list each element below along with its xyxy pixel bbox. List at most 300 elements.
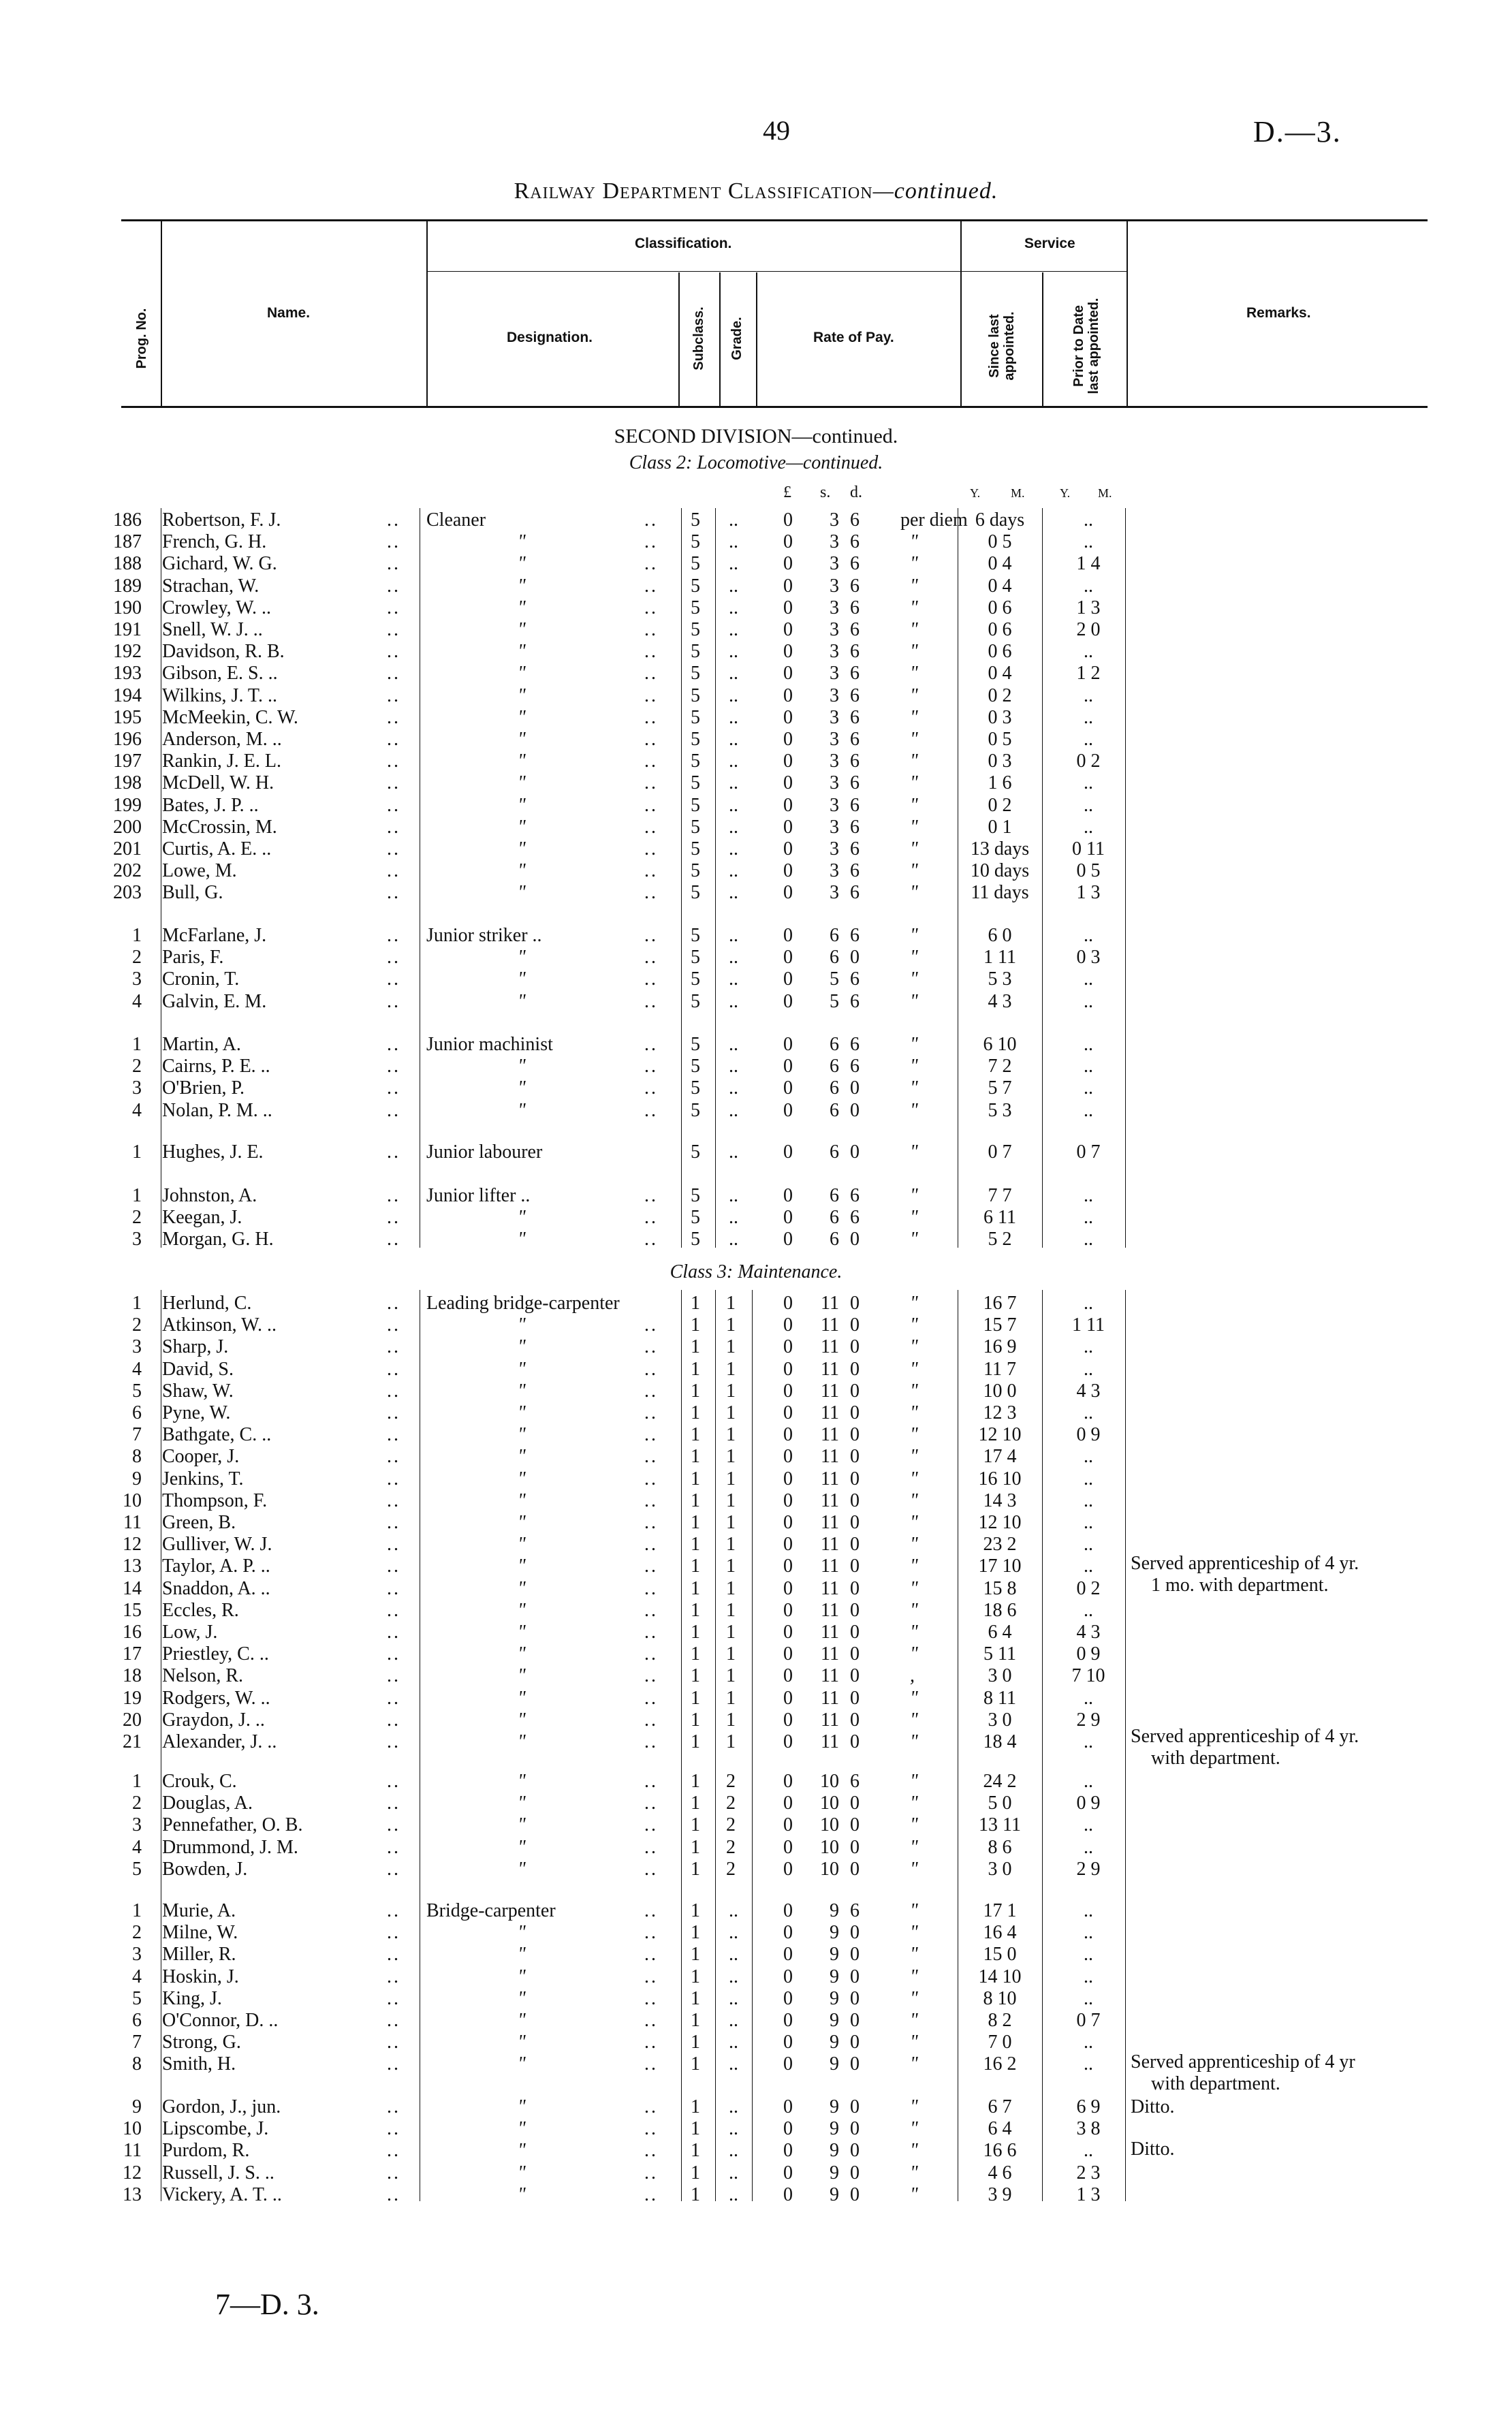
cell-grade: 1 (726, 1665, 736, 1687)
cell-designation: " (518, 1622, 526, 1643)
cell-pay-unit: " (910, 1468, 918, 1489)
cell-prog-no: 10 (123, 1489, 142, 1511)
cell-pay-pence: 0 (850, 1446, 860, 1468)
cell-designation: " (518, 663, 526, 684)
cell-prog-no: 13 (123, 1556, 142, 1577)
cell-grade: .. (729, 990, 738, 1012)
cell-name: Bates, J. P. .. (162, 794, 259, 816)
leader-dots: .. (387, 1966, 400, 1987)
cell-pay-unit: " (910, 531, 918, 553)
cell-pay-unit: " (910, 1034, 918, 1055)
cell-grade: .. (729, 816, 738, 838)
cell-subclass: 5 (691, 968, 700, 990)
cell-subclass: 1 (691, 1293, 700, 1314)
cell-grade: 1 (726, 1599, 736, 1621)
cell-grade: 1 (726, 1336, 736, 1358)
cell-name: Johnston, A. (162, 1185, 257, 1206)
table-row (0, 2010, 1512, 2032)
cell-service-since-last: 11 7 (983, 1358, 1016, 1380)
leader-dots: .. (387, 1034, 400, 1055)
table-row (0, 1622, 1512, 1643)
cell-service-since-last: 6 days (975, 509, 1025, 531)
cell-pay-unit: " (910, 2096, 918, 2117)
cell-prog-no: 2 (132, 1922, 142, 1944)
cell-pay-shillings: 11 (821, 1577, 839, 1599)
cell-service-prior: .. (1084, 1446, 1093, 1468)
cell-grade: .. (729, 1229, 738, 1250)
table-row (0, 1490, 1512, 1512)
cell-subclass: 5 (691, 794, 700, 816)
cell-designation: " (518, 1534, 526, 1556)
cell-subclass: 5 (691, 838, 700, 859)
cell-pay-pounds: 0 (783, 990, 793, 1012)
cell-pay-unit: " (910, 1424, 918, 1446)
cell-subclass: 1 (691, 1771, 700, 1792)
cell-designation: " (518, 1489, 526, 1511)
cell-name: Drummond, J. M. (162, 1836, 298, 1858)
cell-name: Douglas, A. (162, 1793, 253, 1814)
cell-name: Strachan, W. (162, 575, 259, 597)
cell-service-since-last: 0 3 (988, 751, 1012, 772)
cell-pay-pounds: 0 (783, 1622, 793, 1643)
leader-dots: .. (387, 2140, 400, 2162)
cell-pay-shillings: 3 (830, 729, 839, 750)
cell-pay-shillings: 6 (830, 1141, 839, 1163)
leader-dots: .. (387, 619, 400, 640)
cell-prog-no: 2 (132, 1207, 142, 1229)
leader-dots: .. (387, 1141, 400, 1163)
cell-name: Robertson, F. J. (162, 509, 281, 531)
table-row (0, 968, 1512, 990)
cell-pay-pence: 0 (850, 2053, 860, 2075)
cell-service-since-last: 15 8 (983, 1577, 1017, 1599)
cell-pay-pounds: 0 (783, 1207, 793, 1229)
cell-pay-shillings: 11 (821, 1512, 839, 1533)
leader-dots: .. (644, 597, 658, 618)
cell-pay-pence: 0 (850, 1836, 860, 1858)
cell-designation: " (518, 1814, 526, 1836)
cell-service-prior: 1 4 (1076, 553, 1101, 575)
cell-service-since-last: 16 4 (983, 1922, 1017, 1944)
cell-grade: .. (729, 575, 738, 597)
leader-dots: .. (387, 1380, 400, 1402)
cell-pay-pounds: 0 (783, 1402, 793, 1423)
cell-pay-pounds: 0 (783, 1358, 793, 1380)
table-row (0, 2184, 1512, 2206)
table-row (0, 1314, 1512, 1336)
cell-name: McMeekin, C. W. (162, 706, 298, 728)
cell-pay-unit: " (910, 1858, 918, 1880)
leader-dots: .. (387, 1293, 400, 1314)
cell-pay-pence: 0 (850, 947, 860, 968)
cell-subclass: 1 (691, 1966, 700, 1987)
cell-prog-no: 6 (132, 2010, 142, 2031)
cell-prog-no: 8 (132, 1446, 142, 1468)
cell-designation: " (518, 1380, 526, 1402)
leader-dots: .. (387, 968, 400, 990)
cell-service-prior: .. (1084, 1185, 1093, 1206)
cell-service-prior: 0 3 (1076, 947, 1101, 968)
unit-pounds: £ (783, 484, 791, 501)
leader-dots: .. (644, 2010, 658, 2031)
cell-prog-no: 2 (132, 947, 142, 968)
cell-subclass: 1 (691, 1577, 700, 1599)
cell-pay-pounds: 0 (783, 1900, 793, 1921)
cell-pay-shillings: 6 (830, 925, 839, 946)
cell-service-prior: 0 9 (1076, 1424, 1101, 1446)
cell-grade: .. (729, 553, 738, 575)
leader-dots: .. (644, 1534, 658, 1556)
cell-pay-unit: " (910, 1687, 918, 1709)
cell-pay-pounds: 0 (783, 1446, 793, 1468)
cell-grade: .. (729, 794, 738, 816)
cell-service-prior: 1 2 (1076, 663, 1101, 684)
cell-name: McCrossin, M. (162, 816, 277, 838)
table-row (0, 1381, 1512, 1402)
table-row (0, 619, 1512, 641)
cell-pay-pence: 0 (850, 1687, 860, 1709)
leader-dots: .. (387, 925, 400, 946)
cell-name: Gibson, E. S. .. (162, 663, 278, 684)
cell-prog-no: 8 (132, 2053, 142, 2075)
cell-name: Eccles, R. (162, 1599, 239, 1621)
cell-pay-unit: " (910, 663, 918, 684)
cell-pay-pence: 0 (850, 1512, 860, 1533)
cell-grade: 1 (726, 1468, 736, 1489)
cell-name: Keegan, J. (162, 1207, 242, 1229)
cell-pay-unit: " (910, 1099, 918, 1121)
cell-pay-pounds: 0 (783, 1966, 793, 1987)
table-row (0, 991, 1512, 1013)
cell-pay-unit: " (910, 1141, 918, 1163)
cell-service-since-last: 8 11 (983, 1687, 1016, 1709)
cell-prog-no: 6 (132, 1402, 142, 1423)
cell-service-since-last: 0 6 (988, 619, 1012, 640)
cell-designation: " (518, 706, 526, 728)
leader-dots: .. (644, 1599, 658, 1621)
cell-service-prior: .. (1084, 1293, 1093, 1314)
cell-grade: .. (729, 1034, 738, 1055)
cell-service-since-last: 0 2 (988, 684, 1012, 706)
cell-subclass: 1 (691, 1922, 700, 1944)
leader-dots: .. (387, 575, 400, 597)
cell-pay-pounds: 0 (783, 729, 793, 750)
leader-dots: .. (644, 1858, 658, 1880)
cell-pay-shillings: 11 (821, 1380, 839, 1402)
cell-subclass: 1 (691, 1900, 700, 1921)
cell-designation: Bridge-carpenter (426, 1900, 556, 1921)
table-row (0, 1771, 1512, 1793)
cell-pay-pence: 0 (850, 1966, 860, 1987)
cell-service-since-last: 0 3 (988, 706, 1012, 728)
cell-designation: " (518, 2053, 526, 2075)
cell-service-prior: 0 7 (1076, 1141, 1101, 1163)
col-header-designation: Designation. (507, 330, 593, 345)
cell-service-prior: 6 9 (1076, 2096, 1101, 2117)
cell-pay-pence: 0 (850, 1556, 860, 1577)
cell-pay-pence: 6 (850, 1185, 860, 1206)
cell-pay-shillings: 9 (830, 1987, 839, 2009)
cell-service-prior: 7 10 (1071, 1665, 1105, 1687)
cell-service-since-last: 12 10 (978, 1512, 1022, 1533)
cell-name: Davidson, R. B. (162, 641, 285, 663)
cell-service-prior: 2 0 (1076, 619, 1101, 640)
table-row (0, 751, 1512, 772)
cell-pay-unit: " (910, 1056, 918, 1077)
cell-service-since-last: 15 7 (983, 1314, 1017, 1336)
cell-pay-shillings: 6 (830, 947, 839, 968)
cell-service-since-last: 5 2 (988, 1229, 1012, 1250)
col-header-rate-of-pay: Rate of Pay. (813, 330, 894, 345)
cell-subclass: 1 (691, 1622, 700, 1643)
leader-dots: .. (644, 1814, 658, 1836)
table-row (0, 2118, 1512, 2140)
cell-pay-pence: 0 (850, 1099, 860, 1121)
cell-prog-no: 190 (113, 597, 142, 618)
cell-pay-pence: 6 (850, 772, 860, 794)
cell-pay-unit: " (910, 1556, 918, 1577)
cell-service-since-last: 16 2 (983, 2053, 1017, 2075)
cell-pay-pence: 6 (850, 1056, 860, 1077)
cell-pay-pence: 0 (850, 1599, 860, 1621)
cell-pay-shillings: 6 (830, 1099, 839, 1121)
cell-pay-unit: " (910, 1577, 918, 1599)
cell-grade: 1 (726, 1643, 736, 1665)
cell-service-since-last: 8 6 (988, 1836, 1012, 1858)
cell-subclass: 1 (691, 1380, 700, 1402)
cell-service-prior: .. (1084, 1336, 1093, 1358)
cell-service-since-last: 6 4 (988, 2118, 1012, 2140)
cell-name: Nolan, P. M. .. (162, 1099, 272, 1121)
leader-dots: .. (644, 1336, 658, 1358)
cell-service-prior: .. (1084, 968, 1093, 990)
cell-name: Cairns, P. E. .. (162, 1056, 270, 1077)
table-row (0, 1141, 1512, 1163)
cell-service-since-last: 0 5 (988, 531, 1012, 553)
cell-prog-no: 1 (132, 1034, 142, 1055)
cell-pay-pence: 0 (850, 1814, 860, 1836)
cell-grade: 1 (726, 1577, 736, 1599)
cell-prog-no: 202 (113, 860, 142, 882)
cell-grade: .. (729, 947, 738, 968)
leader-dots: .. (644, 1622, 658, 1643)
cell-subclass: 1 (691, 1987, 700, 2009)
unit-years-prior: Y. (1060, 486, 1071, 500)
cell-subclass: 1 (691, 1534, 700, 1556)
table-row (0, 1600, 1512, 1622)
col-header-grade: Grade. (729, 317, 744, 360)
cell-subclass: 1 (691, 1814, 700, 1836)
cell-service-since-last: 5 3 (988, 1099, 1012, 1121)
leader-dots: .. (644, 1207, 658, 1229)
cell-pay-unit: " (910, 1207, 918, 1229)
cell-subclass: 5 (691, 706, 700, 728)
table-row (0, 1688, 1512, 1709)
col-header-prog-no: Prog. No. (134, 308, 149, 369)
cell-grade: .. (729, 531, 738, 553)
cell-subclass: 5 (691, 663, 700, 684)
cell-pay-pounds: 0 (783, 816, 793, 838)
cell-pay-pence: 0 (850, 1731, 860, 1752)
cell-pay-unit: " (910, 1314, 918, 1336)
table-row (0, 1077, 1512, 1099)
cell-pay-unit: " (910, 1512, 918, 1533)
cell-designation: " (518, 2118, 526, 2140)
cell-subclass: 5 (691, 1229, 700, 1250)
cell-pay-pounds: 0 (783, 751, 793, 772)
cell-grade: .. (729, 619, 738, 640)
cell-pay-shillings: 11 (821, 1687, 839, 1709)
leader-dots: .. (644, 1709, 658, 1731)
cell-pay-shillings: 11 (821, 1534, 839, 1556)
cell-pay-shillings: 3 (830, 663, 839, 684)
table-row (0, 641, 1512, 663)
cell-pay-unit: " (910, 968, 918, 990)
cell-name: Cooper, J. (162, 1446, 240, 1468)
leader-dots: .. (387, 706, 400, 728)
leader-dots: .. (644, 663, 658, 684)
cell-pay-shillings: 9 (830, 2118, 839, 2140)
cell-pay-unit: " (910, 1922, 918, 1944)
cell-prog-no: 5 (132, 1858, 142, 1880)
table-row (0, 685, 1512, 707)
cell-service-prior: 2 3 (1076, 2162, 1101, 2183)
cell-pay-shillings: 5 (830, 968, 839, 990)
cell-name: Hoskin, J. (162, 1966, 239, 1987)
leader-dots: .. (644, 947, 658, 968)
cell-service-since-last: 5 0 (988, 1793, 1012, 1814)
leader-dots: .. (387, 947, 400, 968)
cell-pay-shillings: 6 (830, 1034, 839, 1055)
cell-pay-shillings: 9 (830, 2096, 839, 2117)
cell-prog-no: 5 (132, 1987, 142, 2009)
cell-subclass: 1 (691, 1836, 700, 1858)
cell-name: Jenkins, T. (162, 1468, 244, 1489)
cell-pay-pence: 0 (850, 1358, 860, 1380)
cell-pay-pence: 0 (850, 2096, 860, 2117)
cell-name: Priestley, C. .. (162, 1643, 269, 1665)
cell-pay-pence: 6 (850, 706, 860, 728)
leader-dots: .. (387, 882, 400, 904)
cell-name: Graydon, J. .. (162, 1709, 265, 1731)
cell-service-since-last: 7 7 (988, 1185, 1012, 1206)
cell-service-since-last: 1 11 (983, 947, 1016, 968)
cell-pay-pounds: 0 (783, 663, 793, 684)
leader-dots: .. (644, 2118, 658, 2140)
cell-pay-pounds: 0 (783, 1077, 793, 1099)
col-header-since-last: Since last appointed. (987, 311, 1017, 381)
cell-pay-unit: " (910, 729, 918, 750)
cell-pay-pounds: 0 (783, 1489, 793, 1511)
cell-pay-pence: 0 (850, 1314, 860, 1336)
cell-pay-pounds: 0 (783, 553, 793, 575)
cell-pay-pence: 0 (850, 2183, 860, 2205)
cell-service-since-last: 13 11 (979, 1814, 1021, 1836)
cell-pay-pence: 6 (850, 641, 860, 663)
cell-prog-no: 1 (132, 925, 142, 946)
cell-name: Rodgers, W. .. (162, 1687, 270, 1709)
cell-pay-unit: " (910, 2010, 918, 2031)
cell-pay-unit: " (910, 1336, 918, 1358)
leader-dots: .. (387, 838, 400, 859)
cell-subclass: 1 (691, 1944, 700, 1966)
leader-dots: .. (387, 2183, 400, 2205)
cell-prog-no: 16 (123, 1622, 142, 1643)
cell-pay-unit: " (910, 1944, 918, 1966)
cell-subclass: 5 (691, 1185, 700, 1206)
table-row (0, 531, 1512, 553)
cell-pay-unit: " (910, 1077, 918, 1099)
cell-service-prior: 0 9 (1076, 1793, 1101, 1814)
cell-service-prior: .. (1084, 575, 1093, 597)
cell-subclass: 1 (691, 1731, 700, 1752)
leader-dots: .. (387, 794, 400, 816)
cell-pay-shillings: 3 (830, 619, 839, 640)
cell-pay-shillings: 10 (820, 1771, 839, 1792)
cell-service-prior: .. (1084, 925, 1093, 946)
cell-subclass: 1 (691, 2053, 700, 2075)
table-row (0, 663, 1512, 684)
cell-prog-no: 201 (113, 838, 142, 859)
cell-pay-shillings: 11 (821, 1468, 839, 1489)
cell-designation: " (518, 794, 526, 816)
cell-subclass: 5 (691, 751, 700, 772)
cell-service-since-last: 6 10 (983, 1034, 1017, 1055)
table-row (0, 1402, 1512, 1424)
cell-pay-pounds: 0 (783, 1229, 793, 1250)
cell-service-prior: .. (1084, 1534, 1093, 1556)
cell-pay-shillings: 6 (830, 1077, 839, 1099)
cell-designation: " (518, 2183, 526, 2205)
cell-designation: " (518, 1599, 526, 1621)
table-row (0, 1944, 1512, 1966)
cell-pay-pence: 0 (850, 1141, 860, 1163)
cell-service-prior: .. (1084, 1966, 1093, 1987)
cell-designation: " (518, 1424, 526, 1446)
cell-name: Bull, G. (162, 882, 223, 904)
cell-subclass: 5 (691, 772, 700, 794)
cell-name: Gordon, J., jun. (162, 2096, 281, 2117)
cell-designation: Junior labourer (426, 1141, 543, 1163)
cell-grade: 1 (726, 1446, 736, 1468)
cell-pay-unit: " (910, 947, 918, 968)
cell-designation: " (518, 1314, 526, 1336)
cell-pay-pounds: 0 (783, 1814, 793, 1836)
cell-designation: Cleaner (426, 509, 486, 531)
cell-subclass: 5 (691, 1056, 700, 1077)
leader-dots: .. (387, 1577, 400, 1599)
cell-service-since-last: 0 6 (988, 597, 1012, 618)
cell-subclass: 5 (691, 1077, 700, 1099)
cell-name: Cronin, T. (162, 968, 240, 990)
leader-dots: .. (387, 1229, 400, 1250)
cell-subclass: 5 (691, 860, 700, 882)
cell-designation: " (518, 1966, 526, 1987)
cell-service-prior: .. (1084, 794, 1093, 816)
cell-pay-unit: " (910, 772, 918, 794)
table-row (0, 1793, 1512, 1814)
cell-name: Lipscombe, J. (162, 2118, 269, 2140)
cell-designation: " (518, 1402, 526, 1423)
cell-grade: 2 (726, 1771, 736, 1792)
cell-subclass: 1 (691, 1336, 700, 1358)
page-number: 49 (763, 115, 790, 146)
cell-service-since-last: 7 2 (988, 1056, 1012, 1077)
cell-prog-no: 4 (132, 990, 142, 1012)
cell-pay-shillings: 3 (830, 597, 839, 618)
class-2-heading: Class 2: Locomotive—continued. (629, 452, 883, 473)
cell-designation: " (518, 1512, 526, 1533)
